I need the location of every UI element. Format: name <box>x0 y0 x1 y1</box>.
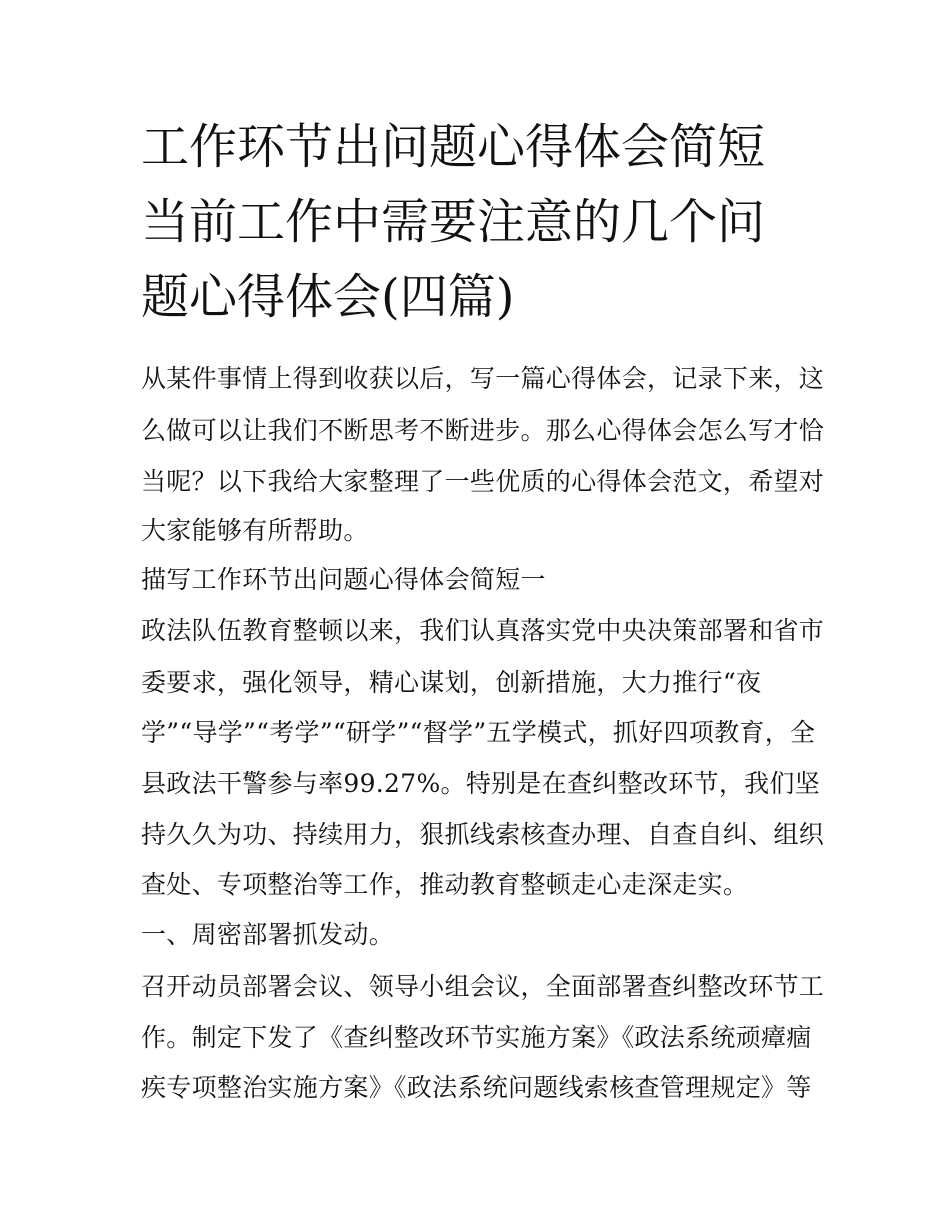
document-title-line-1: 工作环节出问题心得体会简短 <box>141 119 766 175</box>
section-heading-1: 描写工作环节出问题心得体会简短一 <box>141 565 546 594</box>
body-line-2: 么做可以让我们不断思考不断进步。那么心得体会怎么写才恰 <box>141 416 825 445</box>
body-line-8: 县政法干警参与率99.27%。特别是在查纠整改环节，我们坚 <box>141 769 821 798</box>
body-line-4: 大家能够有所帮助。 <box>141 516 369 545</box>
body-line-1: 从某件事情上得到收获以后，写一篇心得体会，记录下来，这 <box>141 364 825 393</box>
body-line-9: 持久久为功、持续用力，狠抓线索核查办理、自查自纠、组织 <box>141 820 825 849</box>
body-line-12: 作。制定下发了《查纠整改环节实施方案》《政法系统顽瘴痼 <box>141 1023 812 1052</box>
body-line-13: 疾专项整治实施方案》《政法系统问题线索核查管理规定》等 <box>141 1073 812 1102</box>
body-line-5: 政法队伍教育整顿以来，我们认真落实党中央决策部署和省市 <box>141 616 825 645</box>
section-heading-2: 一、周密部署抓发动。 <box>141 920 395 949</box>
body-line-7: 学”“导学”“考学”“研学”“督学”五学模式，抓好四项教育，全 <box>141 718 816 747</box>
document-title-line-2: 当前工作中需要注意的几个问 <box>141 194 766 250</box>
body-line-3: 当呢？以下我给大家整理了一些优质的心得体会范文，希望对 <box>141 467 825 496</box>
document-title-line-3: 题心得体会(四篇) <box>141 269 515 325</box>
body-line-10: 查处、专项整治等工作，推动教育整顿走心走深走实。 <box>141 870 749 899</box>
body-line-6: 委要求，强化领导，精心谋划，创新措施，大力推行“夜 <box>141 668 762 697</box>
body-line-11: 召开动员部署会议、领导小组会议，全面部署查纠整改环节工 <box>141 972 825 1001</box>
